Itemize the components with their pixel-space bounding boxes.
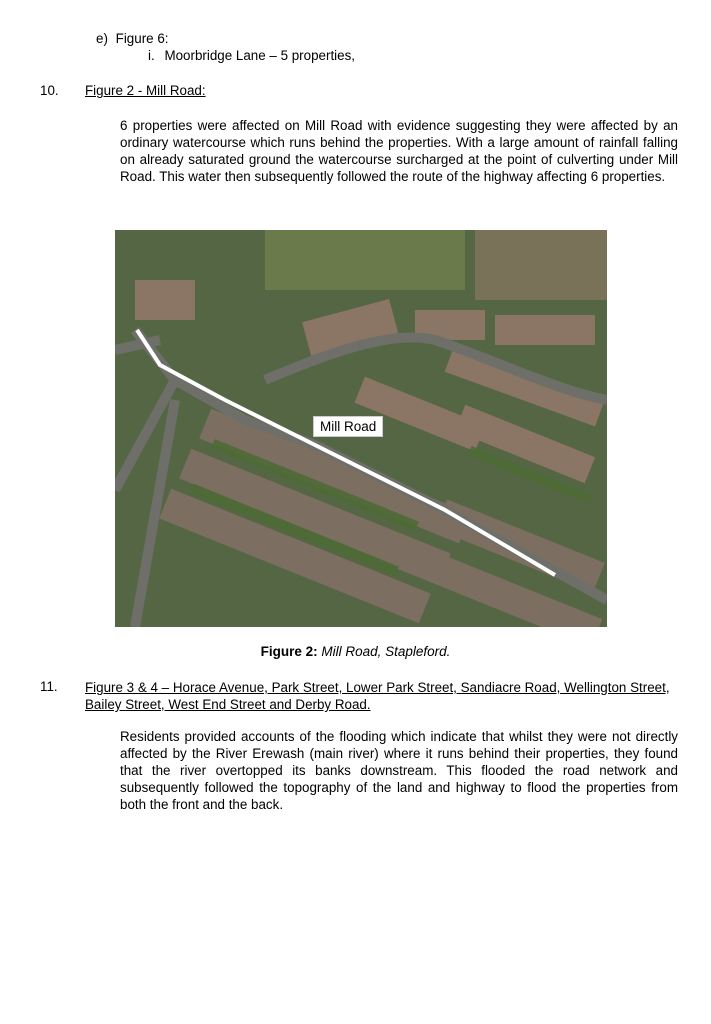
figure-caption — [0, 644, 711, 659]
list-text: Moorbridge Lane – 5 properties, — [164, 48, 355, 63]
section-paragraph: 6 properties were affected on Mill Road with evidence suggesting they were affected by an ordinary watercourse which runs behind the properties. With a large amount of rainfall falling on already saturated ground the watercourse surcharged at the point of culverting under Mill Road. This water then subsequently followed the route of the highway affecting 6 properties. — [120, 118, 678, 184]
list-marker: e) — [96, 31, 108, 46]
section-number: 11. — [40, 679, 58, 694]
section-heading: Figure 3 & 4 – Horace Avenue, Park Street, Lower Park Street, Sandiacre Road, Wellington Street, Bailey Street, West End Street and Derby Road. — [85, 680, 670, 712]
list-marker: i. — [148, 48, 155, 63]
list-item-e — [96, 31, 169, 46]
section-paragraph: Residents provided accounts of the flooding which indicate that whilst they were not directly affected by the River Erewash (main river) where it runs behind their properties, they found that the river overtopped its banks downstream. This flooded the road network and subsequently followed the topography of the land and highway to flood the properties from both the front and the back. — [120, 729, 678, 812]
list-item-i — [148, 48, 355, 63]
list-label: Figure 6: — [115, 31, 169, 46]
caption-label: Figure 2: — [260, 644, 318, 659]
caption-text: Mill Road, Stapleford. — [321, 644, 451, 659]
aerial-map-image — [115, 230, 607, 627]
section-number: 10. — [40, 83, 59, 98]
map-label: Mill Road — [313, 416, 383, 437]
section-heading: Figure 2 - Mill Road: — [85, 83, 206, 98]
